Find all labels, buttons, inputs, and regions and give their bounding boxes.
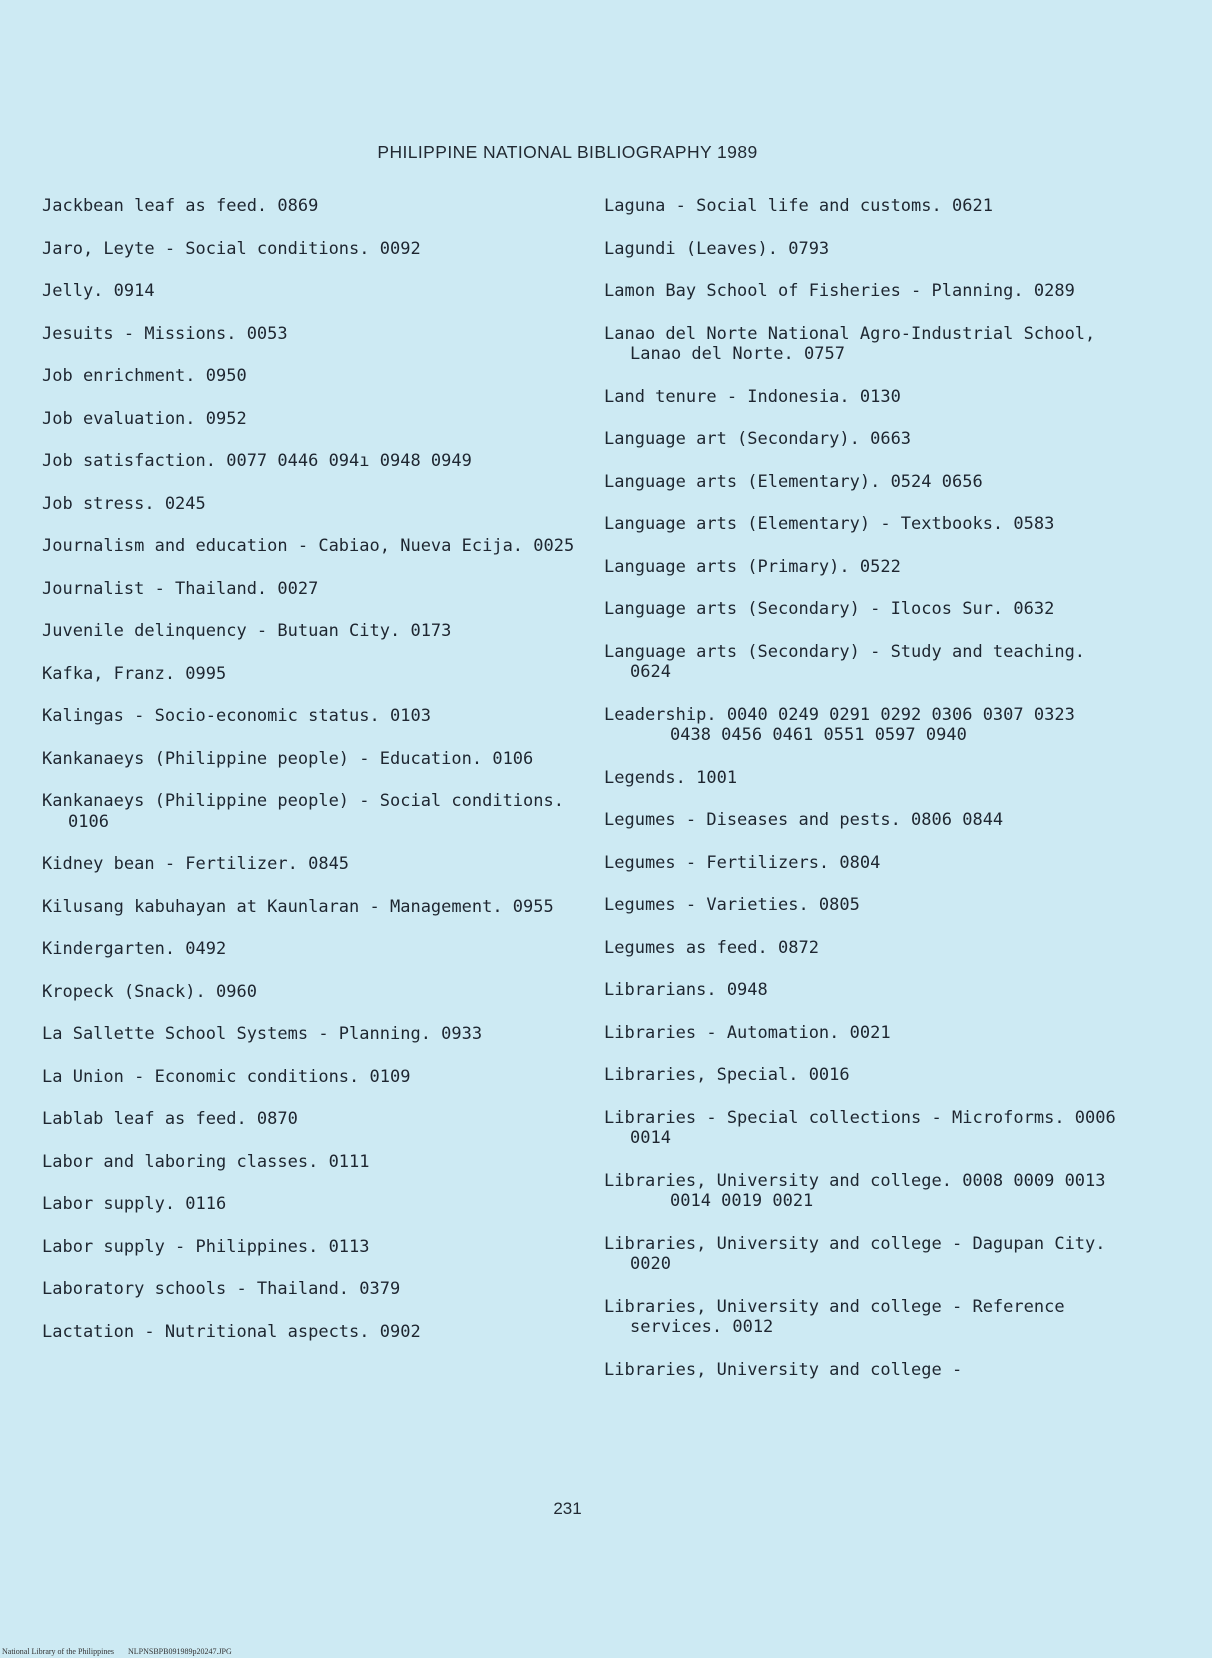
- index-entry: Libraries, University and college. 0008 0009 0013 0014 0019 0021: [604, 1170, 1116, 1211]
- footer-filename: NLPNSBPB091989p20247.JPG: [127, 1647, 232, 1656]
- index-entry: Libraries, University and college - Reference services. 0012: [604, 1296, 1075, 1337]
- index-entry: Legumes - Diseases and pests. 0806 0844: [604, 810, 1004, 830]
- index-entry: Lanao del Norte National Agro-Industrial School, Lanao del Norte. 0757: [604, 323, 1106, 364]
- index-entry: Libraries - Automation. 0021: [604, 1022, 891, 1043]
- index-entry: Legumes - Varieties. 0805: [604, 895, 860, 915]
- index-entry: Lablab leaf as feed. 0870: [42, 1109, 298, 1129]
- index-entry: Libraries, University and college - Dagupan City. 0020: [604, 1233, 1116, 1274]
- index-column-right: [604, 196, 1124, 1402]
- index-entry: Job enrichment. 0950: [42, 366, 247, 386]
- scan-footer: [2, 1647, 246, 1656]
- index-entry: Legumes as feed. 0872: [604, 937, 819, 958]
- index-entry: Laguna - Social life and customs. 0621: [604, 196, 993, 216]
- index-entry: Libraries, Special. 0016: [604, 1065, 850, 1085]
- index-entry: Job evaluation. 0952: [42, 408, 247, 429]
- index-entry: Jesuits - Missions. 0053: [42, 323, 288, 344]
- index-entry: Kankanaeys (Philippine people) - Social conditions. 0106: [42, 791, 575, 832]
- index-entry: Jaro, Leyte - Social conditions. 0092: [42, 238, 421, 259]
- index-entry: Kalingas - Socio-economic status. 0103: [42, 706, 431, 726]
- page-header-title: PHILIPPINE NATIONAL BIBLIOGRAPHY 1989: [377, 142, 758, 162]
- index-entry: Labor supply. 0116: [42, 1194, 227, 1214]
- index-entry: Kindergarten. 0492: [42, 939, 227, 959]
- index-column-left: [42, 196, 587, 1364]
- index-entry: Kidney bean - Fertilizer. 0845: [42, 854, 350, 874]
- index-entry: Kropeck (Snack). 0960: [42, 981, 257, 1002]
- index-entry: Labor and laboring classes. 0111: [42, 1151, 370, 1172]
- index-entry: La Sallette School Systems - Planning. 0933: [42, 1024, 483, 1044]
- index-entry: Leadership. 0040 0249 0291 0292 0306 0307 0323 0438 0456 0461 0551 0597 0940: [604, 704, 1086, 745]
- index-entry: Kankanaeys (Philippine people) - Education. 0106: [42, 748, 534, 769]
- index-entry: Journalism and education - Cabiao, Nueva Ecija. 0025: [42, 536, 575, 556]
- index-entry: Language arts (Elementary). 0524 0656: [604, 471, 983, 492]
- index-entry: Juvenile delinquency - Butuan City. 0173: [42, 621, 452, 641]
- index-entry: Jackbean leaf as feed. 0869: [42, 196, 319, 216]
- index-entry: Language arts (Elementary) - Textbooks. 0583: [604, 514, 1055, 534]
- footer-library: National Library of the Philippines: [2, 1647, 114, 1656]
- index-entry: La Union - Economic conditions. 0109: [42, 1066, 411, 1087]
- index-entry: Legumes - Fertilizers. 0804: [604, 852, 881, 873]
- index-entry: Libraries - Special collections - Microforms. 0006 0014: [604, 1107, 1126, 1148]
- index-entry: Jelly. 0914: [42, 281, 155, 301]
- index-entry: Lagundi (Leaves). 0793: [604, 238, 830, 259]
- index-entry: Kilusang kabuhayan at Kaunlaran - Management. 0955: [42, 896, 554, 917]
- index-entry: Language arts (Secondary) - Study and teaching. 0624: [604, 641, 1096, 682]
- index-entry: Journalist - Thailand. 0027: [42, 578, 319, 599]
- index-entry: Language arts (Secondary) - Ilocos Sur. 0632: [604, 599, 1055, 619]
- index-entry: Language arts (Primary). 0522: [604, 556, 901, 577]
- index-entry: Librarians. 0948: [604, 980, 768, 1000]
- index-entry: Land tenure - Indonesia. 0130: [604, 386, 901, 407]
- index-entry: Language art (Secondary). 0663: [604, 429, 912, 449]
- index-entry: Legends. 1001: [604, 767, 738, 788]
- index-entry: Labor supply - Philippines. 0113: [42, 1236, 370, 1257]
- index-entry: Laboratory schools - Thailand. 0379: [42, 1279, 401, 1299]
- index-entry: Lamon Bay School of Fisheries - Planning. 0289: [604, 281, 1075, 301]
- index-entry: Job satisfaction. 0077 0446 094ı 0948 0949: [42, 451, 472, 471]
- index-entry: Kafka, Franz. 0995: [42, 663, 227, 684]
- page-number: 231: [553, 1499, 582, 1518]
- index-entry: Lactation - Nutritional aspects. 0902: [42, 1321, 421, 1342]
- index-entry: Libraries, University and college -: [604, 1359, 963, 1380]
- index-entry: Job stress. 0245: [42, 493, 206, 514]
